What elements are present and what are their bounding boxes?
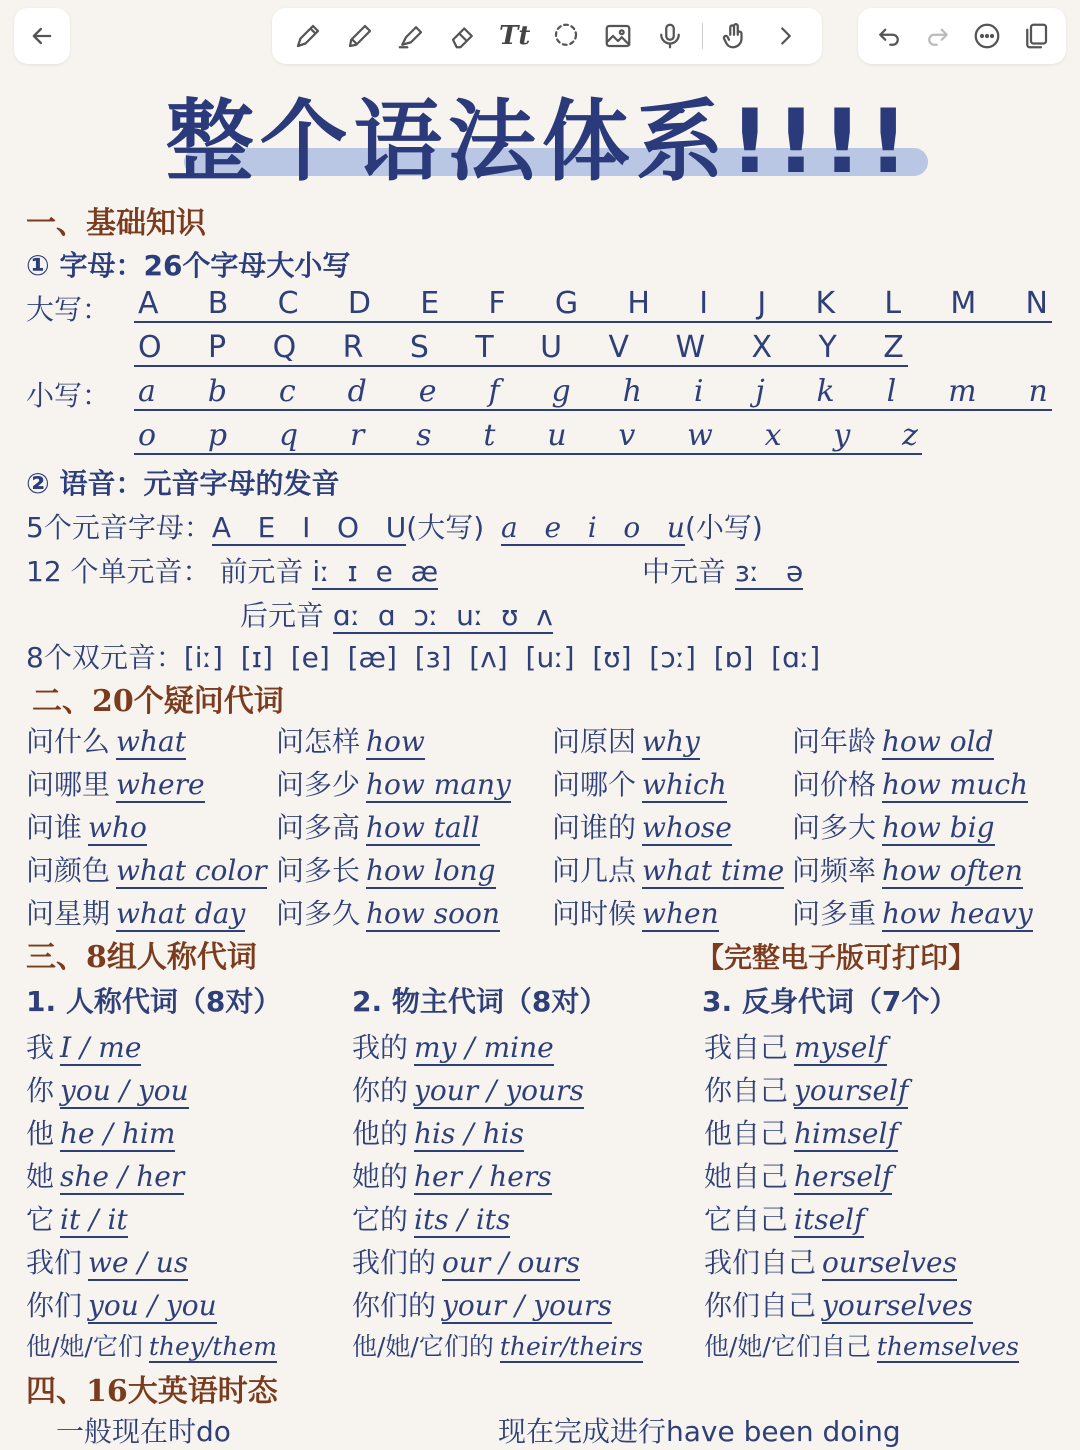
uppercase-letter-I: I — [699, 286, 709, 321]
question-word-en: whose — [642, 811, 732, 844]
question-word-item — [26, 849, 267, 889]
personal-pronoun-item — [26, 1155, 184, 1195]
possessive-pronoun-item — [352, 1069, 584, 1109]
reflexive-pronoun-en: herself — [794, 1160, 893, 1193]
uppercase-row-1 — [134, 286, 1052, 323]
question-word-cn: 问频率 — [792, 854, 877, 887]
question-word-item — [792, 763, 1028, 803]
question-word-en: how heavy — [882, 897, 1033, 930]
back-vowels — [240, 594, 553, 634]
uppercase-letter-B: B — [207, 286, 229, 321]
reflexive-pronoun-cn: 我自己 — [704, 1031, 789, 1064]
vowels-lower-note: (小写) — [684, 511, 763, 544]
vowels-upper: A E I O U — [211, 511, 407, 544]
tense-present-simple: 一般现在时do — [56, 1415, 231, 1448]
question-word-item — [552, 892, 719, 932]
mic-tool-button[interactable] — [650, 16, 690, 56]
diphthongs-label: 8个双元音： — [26, 641, 184, 674]
question-word-cn: 问什么 — [26, 725, 111, 758]
lowercase-letter-s: s — [416, 418, 432, 453]
lowercase-letter-j: j — [755, 374, 765, 409]
touch-icon — [719, 21, 749, 51]
reflexive-pronoun-en: myself — [794, 1031, 887, 1064]
question-word-item — [276, 849, 496, 889]
possessive-pronoun-cn: 它的 — [352, 1203, 409, 1236]
lowercase-letter-o: o — [138, 418, 157, 453]
personal-pronoun-cn: 我 — [26, 1031, 55, 1064]
question-word-item — [26, 720, 186, 760]
back-vowel-label: 后元音 — [240, 599, 325, 632]
monophthongs-line — [26, 550, 438, 590]
possessive-pronoun-cn: 他的 — [352, 1117, 409, 1150]
question-word-item — [792, 849, 1023, 889]
reflexive-pronoun-en: yourselves — [822, 1289, 973, 1322]
section3-heading: 三、8组人称代词 — [26, 940, 257, 975]
question-word-cn: 问颜色 — [26, 854, 111, 887]
reflexive-pronoun-cn: 我们自己 — [704, 1246, 817, 1279]
reflexive-pronoun-item — [704, 1112, 898, 1152]
personal-pronoun-en: you / you — [60, 1074, 189, 1107]
lowercase-letter-t: t — [483, 418, 496, 453]
uppercase-letter-T: T — [475, 330, 494, 365]
personal-pronouns-header: 1. 人称代词（8对） — [26, 985, 282, 1018]
lowercase-letter-f: f — [488, 374, 500, 409]
front-vowel-values: iː ɪ e æ — [312, 555, 439, 588]
lowercase-letter-g: g — [551, 374, 571, 409]
personal-pronoun-en: you / you — [88, 1289, 217, 1322]
central-vowel-label: 中元音 — [642, 555, 727, 588]
question-word-en: why — [642, 725, 700, 758]
reflexive-pronoun-item — [704, 1069, 908, 1109]
top-toolbar — [0, 0, 1080, 70]
front-vowel-label: 前元音 — [219, 555, 304, 588]
question-word-en: where — [116, 768, 205, 801]
question-word-en: how tall — [366, 811, 480, 844]
possessive-pronoun-item — [352, 1241, 580, 1281]
possessive-pronoun-en: their/theirs — [499, 1332, 643, 1361]
question-word-cn: 问多久 — [276, 897, 361, 930]
question-word-en: how long — [366, 854, 496, 887]
question-word-item — [276, 806, 480, 846]
uppercase-letter-M: M — [950, 286, 977, 321]
question-word-item — [276, 892, 500, 932]
possessive-pronoun-en: my / mine — [414, 1031, 554, 1064]
vowels-label: 5个元音字母： — [26, 511, 212, 544]
lowercase-letter-i: i — [693, 374, 704, 409]
possessive-pronoun-cn: 她的 — [352, 1160, 409, 1193]
uppercase-letter-S: S — [409, 330, 429, 365]
lowercase-letter-q: q — [278, 418, 299, 453]
vowels-line — [26, 506, 763, 546]
possessive-pronoun-en: his / his — [414, 1117, 524, 1150]
lowercase-letter-z: z — [902, 418, 918, 453]
redo-button[interactable] — [918, 16, 958, 56]
possessive-pronoun-en: your / yours — [442, 1289, 612, 1322]
question-word-item — [552, 763, 727, 803]
reflexive-pronoun-en: itself — [794, 1203, 865, 1236]
possessive-pronoun-item — [352, 1112, 524, 1152]
question-word-cn: 问时候 — [552, 897, 637, 930]
question-word-cn: 问价格 — [792, 768, 877, 801]
question-word-item — [26, 806, 147, 846]
question-word-item — [552, 806, 732, 846]
reflexive-pronoun-item — [704, 1284, 973, 1324]
uppercase-letter-L: L — [884, 286, 902, 321]
possessive-pronoun-item — [352, 1327, 643, 1363]
personal-pronoun-cn: 她 — [26, 1160, 55, 1193]
lowercase-letter-k: k — [816, 374, 835, 409]
mono-label: 12 个单元音： — [26, 555, 211, 588]
question-word-en: how big — [882, 811, 995, 844]
question-word-en: when — [642, 897, 719, 930]
lasso-tool-button[interactable] — [546, 16, 586, 56]
uppercase-letter-D: D — [347, 286, 371, 321]
question-word-en: what time — [642, 854, 785, 887]
possessive-pronoun-item — [352, 1198, 510, 1238]
lower-label: 小写： — [26, 379, 111, 412]
uppercase-letter-N: N — [1025, 286, 1048, 321]
question-word-cn: 问谁 — [26, 811, 83, 844]
question-word-en: who — [88, 811, 147, 844]
possessive-pronouns-header: 2. 物主代词（8对） — [352, 985, 608, 1018]
question-word-cn: 问谁的 — [552, 811, 637, 844]
possessive-pronoun-en: your / yours — [414, 1074, 584, 1107]
pen-icon — [293, 21, 323, 51]
image-icon — [603, 21, 633, 51]
question-word-en: how old — [882, 725, 994, 758]
section2-heading: 二、20个疑问代词 — [32, 684, 284, 719]
possessive-pronoun-cn: 他/她/它们的 — [352, 1332, 494, 1361]
question-word-cn: 问哪里 — [26, 768, 111, 801]
pen-tool-button[interactable] — [288, 16, 328, 56]
uppercase-letter-Z: Z — [883, 330, 904, 365]
lowercase-letter-d: d — [347, 374, 367, 409]
lowercase-row-1 — [134, 374, 1052, 411]
eraser-tool-button[interactable] — [443, 16, 483, 56]
toolbar-divider — [702, 23, 703, 49]
possessive-pronoun-en: her / hers — [414, 1160, 552, 1193]
possessive-pronoun-item — [352, 1026, 554, 1066]
lowercase-letter-x: x — [764, 418, 782, 453]
more-icon — [972, 21, 1002, 51]
letters-subheading: ① 字母：26个字母大小写 — [26, 249, 351, 282]
question-word-en: what day — [116, 897, 246, 930]
touch-tool-button[interactable] — [714, 16, 754, 56]
reflexive-pronoun-item — [704, 1026, 887, 1066]
history-tools — [858, 8, 1066, 64]
uppercase-letter-H: H — [627, 286, 650, 321]
question-word-en: what color — [116, 854, 267, 887]
highlighter-icon — [396, 21, 426, 51]
personal-pronoun-item — [26, 1327, 277, 1363]
lowercase-letter-y: y — [833, 418, 851, 453]
image-tool-button[interactable] — [598, 16, 638, 56]
lowercase-letter-h: h — [622, 374, 642, 409]
lowercase-row-2 — [134, 418, 922, 455]
possessive-pronoun-cn: 你的 — [352, 1074, 409, 1107]
lowercase-letter-n: n — [1028, 374, 1048, 409]
reflexive-pronoun-en: himself — [794, 1117, 898, 1150]
pencil-icon — [345, 21, 375, 51]
personal-pronoun-en: it / it — [60, 1203, 128, 1236]
possessive-pronoun-en: our / ours — [442, 1246, 581, 1279]
pencil-tool-button[interactable] — [340, 16, 380, 56]
question-word-en: what — [116, 725, 186, 758]
vowels-upper-note: (大写) — [406, 511, 485, 544]
possessive-pronoun-cn: 你们的 — [352, 1289, 437, 1322]
possessive-pronoun-item — [352, 1155, 552, 1195]
pages-icon — [1021, 21, 1051, 51]
reflexive-pronoun-item — [704, 1327, 1019, 1363]
more-options-button[interactable] — [967, 16, 1007, 56]
uppercase-letter-P: P — [208, 330, 227, 365]
uppercase-letter-J: J — [757, 286, 767, 321]
reflexive-pronoun-en: ourselves — [822, 1246, 957, 1279]
uppercase-letter-K: K — [815, 286, 836, 321]
reflexive-pronoun-item — [704, 1198, 864, 1238]
reflexive-pronoun-cn: 你们自己 — [704, 1289, 817, 1322]
reflexive-pronouns-header: 3. 反身代词（7个） — [702, 985, 958, 1018]
question-word-item — [276, 720, 425, 760]
text-tool-button[interactable] — [495, 16, 535, 56]
mic-icon — [655, 21, 685, 51]
question-word-cn: 问多大 — [792, 811, 877, 844]
reflexive-pronoun-en: yourself — [794, 1074, 909, 1107]
undo-button[interactable] — [869, 16, 909, 56]
question-word-en: how — [366, 725, 425, 758]
print-note: 【完整电子版可打印】 — [696, 941, 977, 974]
personal-pronoun-en: I / me — [60, 1031, 142, 1064]
personal-pronoun-item — [26, 1284, 217, 1324]
personal-pronoun-en: he / him — [60, 1117, 176, 1150]
uppercase-letter-F: F — [488, 286, 506, 321]
personal-pronoun-item — [26, 1026, 141, 1066]
redo-icon — [923, 21, 953, 51]
lowercase-letter-v: v — [618, 418, 636, 453]
question-word-cn: 问几点 — [552, 854, 637, 887]
section4-heading: 四、16大英语时态 — [26, 1374, 278, 1409]
question-word-en: how soon — [366, 897, 500, 930]
uppercase-letter-W: W — [675, 330, 706, 365]
question-word-en: which — [642, 768, 727, 801]
undo-icon — [874, 21, 904, 51]
reflexive-pronoun-cn: 你自己 — [704, 1074, 789, 1107]
lowercase-letter-b: b — [207, 374, 228, 409]
central-vowels — [642, 550, 803, 590]
personal-pronoun-en: we / us — [88, 1246, 189, 1279]
question-word-cn: 问年龄 — [792, 725, 877, 758]
reflexive-pronoun-en: themselves — [876, 1332, 1019, 1361]
question-word-item — [276, 763, 511, 803]
question-word-en: how often — [882, 854, 1023, 887]
tense-present-perfect-continuous: 现在完成进行have been doing — [498, 1415, 901, 1448]
question-word-item — [552, 849, 784, 889]
page-title: 整个语法体系!!!! — [165, 90, 915, 193]
personal-pronoun-cn: 你们 — [26, 1289, 83, 1322]
personal-pronoun-cn: 你 — [26, 1074, 55, 1107]
eraser-icon — [448, 21, 478, 51]
vowels-lower: a e i o u — [501, 511, 685, 544]
possessive-pronoun-item — [352, 1284, 612, 1324]
uppercase-row-2 — [134, 330, 908, 367]
question-word-item — [792, 892, 1033, 932]
question-word-en: how many — [366, 768, 511, 801]
uppercase-letter-C: C — [277, 286, 299, 321]
question-word-cn: 问多少 — [276, 768, 361, 801]
phonetics-subheading: ② 语音：元音字母的发音 — [26, 467, 340, 500]
personal-pronoun-en: they/them — [148, 1332, 277, 1361]
uppercase-letter-G: G — [554, 286, 579, 321]
highlighter-tool-button[interactable] — [391, 16, 431, 56]
personal-pronoun-item — [26, 1241, 188, 1281]
question-word-cn: 问怎样 — [276, 725, 361, 758]
uppercase-letter-E: E — [420, 286, 440, 321]
question-word-item — [792, 806, 995, 846]
central-vowel-values: ɜː ə — [734, 555, 804, 588]
possessive-pronoun-en: its / its — [414, 1203, 511, 1236]
question-word-cn: 问原因 — [552, 725, 637, 758]
more-tools-button[interactable] — [766, 16, 806, 56]
personal-pronoun-cn: 他 — [26, 1117, 55, 1150]
question-word-item — [792, 720, 994, 760]
question-word-cn: 问多长 — [276, 854, 361, 887]
lowercase-letter-c: c — [278, 374, 296, 409]
personal-pronoun-item — [26, 1198, 128, 1238]
title-area — [0, 70, 1080, 193]
text-icon: Tt — [499, 21, 531, 51]
uppercase-letter-V: V — [608, 330, 630, 365]
uppercase-letter-A: A — [138, 286, 159, 321]
lowercase-letter-p: p — [207, 418, 228, 453]
reflexive-pronoun-cn: 她自己 — [704, 1160, 789, 1193]
personal-pronoun-cn: 他/她/它们 — [26, 1332, 143, 1361]
reflexive-pronoun-cn: 他/她/它们自己 — [704, 1332, 871, 1361]
lowercase-letter-e: e — [418, 374, 437, 409]
chevron-right-icon — [771, 21, 801, 51]
possessive-pronoun-cn: 我的 — [352, 1031, 409, 1064]
lowercase-letter-w: w — [687, 418, 713, 453]
back-button[interactable] — [14, 8, 70, 64]
personal-pronoun-item — [26, 1112, 175, 1152]
reflexive-pronoun-cn: 他自己 — [704, 1117, 789, 1150]
lowercase-letter-l: l — [886, 374, 897, 409]
question-word-cn: 问哪个 — [552, 768, 637, 801]
question-word-en: how much — [882, 768, 1029, 801]
back-arrow-icon — [28, 22, 56, 50]
uppercase-letter-R: R — [342, 330, 364, 365]
uppercase-letter-Y: Y — [818, 330, 837, 365]
diphthongs-line — [26, 636, 820, 676]
question-word-item — [26, 892, 245, 932]
reflexive-pronoun-cn: 它自己 — [704, 1203, 789, 1236]
lasso-icon — [551, 21, 581, 51]
diphthongs-values: [iː] [ɪ] [e] [æ] [ɜ] [ʌ] [uː] [ʊ] [ɔː] [ɒ] [ɑː] — [183, 641, 821, 674]
uppercase-letter-U: U — [540, 330, 563, 365]
lowercase-letter-r: r — [349, 418, 365, 453]
personal-pronoun-en: she / her — [60, 1160, 185, 1193]
section1-heading: 一、基础知识 — [26, 206, 206, 241]
reflexive-pronoun-item — [704, 1155, 892, 1195]
personal-pronoun-cn: 我们 — [26, 1246, 83, 1279]
drawing-tools — [272, 8, 822, 64]
reflexive-pronoun-item — [704, 1241, 957, 1281]
uppercase-letter-X: X — [751, 330, 773, 365]
lowercase-letter-a: a — [138, 374, 156, 409]
possessive-pronoun-cn: 我们的 — [352, 1246, 437, 1279]
pages-button[interactable] — [1016, 16, 1056, 56]
lowercase-letter-m: m — [948, 374, 977, 409]
upper-label: 大写： — [26, 293, 111, 326]
question-word-cn: 问多重 — [792, 897, 877, 930]
question-word-item — [26, 763, 205, 803]
uppercase-letter-O: O — [138, 330, 162, 365]
personal-pronoun-cn: 它 — [26, 1203, 55, 1236]
personal-pronoun-item — [26, 1069, 189, 1109]
uppercase-letter-Q: Q — [272, 330, 297, 365]
question-word-item — [552, 720, 700, 760]
back-vowel-values: ɑː ɑ ɔː uː ʊ ʌ — [332, 599, 553, 632]
lowercase-letter-u: u — [547, 418, 567, 453]
question-word-cn: 问多高 — [276, 811, 361, 844]
question-word-cn: 问星期 — [26, 897, 111, 930]
